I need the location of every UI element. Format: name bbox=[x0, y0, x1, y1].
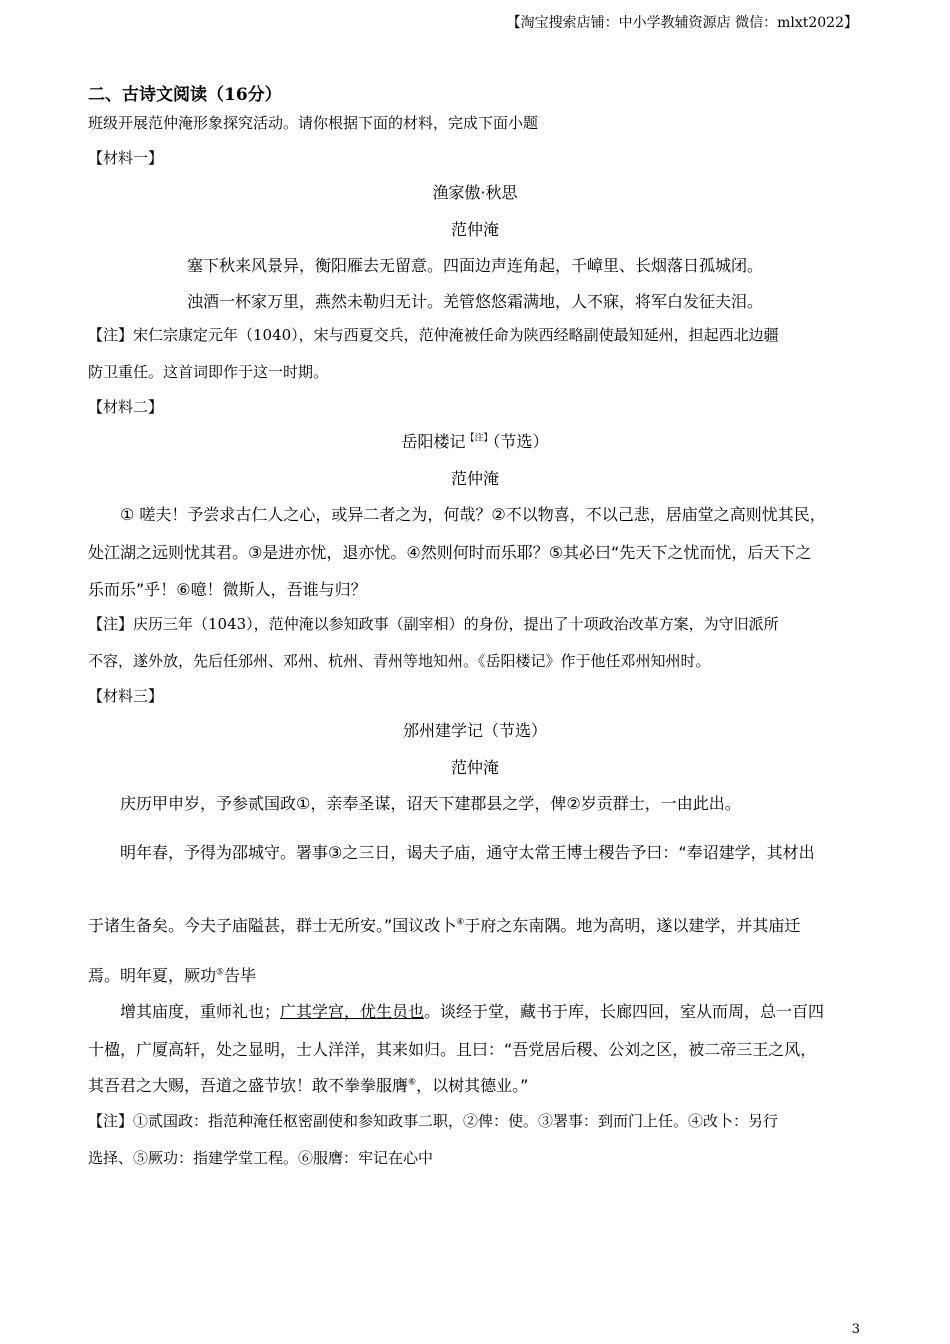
note-mark-4: ④ bbox=[456, 917, 465, 928]
material-2-title-note-mark: 【注】 bbox=[465, 433, 493, 444]
text-run: 于诸生备矣。今夫子庙隘甚，群士无所安。”国议改卜 bbox=[88, 916, 457, 935]
material-3-paragraph-2-line-3 bbox=[88, 963, 256, 986]
text-run: 增其庙度，重师礼也； bbox=[120, 1002, 281, 1021]
text-run: 。谈经于堂，藏书于库，长廊四回，室从而周，总一百四 bbox=[424, 1002, 825, 1021]
note-mark-6: ⑥ bbox=[408, 1077, 417, 1088]
section-title: 二、古诗文阅读（16分） bbox=[88, 85, 282, 105]
material-2-paragraph-line-2: 处江湖之远则忧其君。③是进亦忧，退亦忧。④然则何时而乐耶？⑤其必曰“先天下之忧而忧，后天下之 bbox=[88, 543, 812, 562]
material-3-paragraph-3-line-2: 十楹，广厦高轩，处之显明，士人洋洋，其来如归。且曰：“吾党居后稷、公刘之区，被二帝三王之风， bbox=[88, 1040, 817, 1059]
text-run: 焉。明年夏，厥功 bbox=[88, 966, 217, 985]
material-2-title-text: 岳阳楼记 bbox=[401, 432, 466, 451]
text-run: 于府之东南隅。地为高明，遂以建学，并其庙迁 bbox=[464, 916, 801, 935]
intro-text: 班级开展范仲淹形象探究活动。请你根据下面的材料，完成下面小题 bbox=[88, 114, 539, 132]
page-header: 【淘宝搜索店铺：中小学教辅资源店 微信：mlxt2022】 bbox=[506, 15, 858, 31]
material-3-paragraph-2-line-2 bbox=[88, 913, 800, 936]
page-number: 3 bbox=[851, 1322, 860, 1337]
material-3-note-line-1: 【注】①贰国政：指范种淹任枢密副使和参知政事二职，②俾：使。③署事：到而门上任。④改卜：另行 bbox=[88, 1112, 779, 1130]
text-run: ，以树其德业。” bbox=[416, 1076, 529, 1095]
text-run: 告毕 bbox=[224, 966, 257, 985]
poem-line-2: 浊酒一杯家万里，燕然未勒归无计。羌管悠悠霜满地，人不寐，将军白发征夫泪。 bbox=[186, 292, 763, 311]
material-2-title-suffix: （节选） bbox=[492, 432, 549, 451]
material-2-paragraph-line-3: 乐而乐”乎！⑥噫！微斯人，吾谁与归？ bbox=[88, 580, 367, 599]
material-2-paragraph-line-1: ① 嗟夫！予尝求古仁人之心，或异二者之为，何哉？②不以物喜，不以己悲，居庙堂之高则忧其民， bbox=[120, 505, 826, 524]
material-3-label: 【材料三】 bbox=[88, 687, 164, 705]
material-2-title bbox=[0, 429, 950, 452]
material-3-paragraph-2-line-1: 明年春，予得为邵城守。署事③之三日，谒夫子庙，通守太常王博士稷告予曰：“奉诏建学，其材出 bbox=[120, 843, 815, 862]
material-3-paragraph-1: 庆历甲申岁，予参贰国政①，亲奉圣谋，诏天下建郡县之学，俾②岁贡群士，一由此出。 bbox=[120, 794, 741, 813]
material-1-note-line-1: 【注】宋仁宗康定元年（1040），宋与西夏交兵，范仲淹被任命为陕西经略副使最知延州，担起西北边疆 bbox=[88, 326, 779, 344]
material-1-author: 范仲淹 bbox=[450, 220, 499, 239]
material-3-paragraph-3-line-1 bbox=[120, 999, 824, 1022]
material-1-note-line-2: 防卫重任。这首词即作于这一时期。 bbox=[88, 363, 329, 381]
note-mark-5: ⑤ bbox=[216, 967, 225, 978]
material-3-note-line-2: 选择、⑤厥功：指建学堂工程。⑥服膺：牢记在心中 bbox=[88, 1149, 434, 1167]
material-1-label: 【材料一】 bbox=[88, 149, 164, 167]
poem-line-1: 塞下秋来风景异，衡阳雁去无留意。四面边声连角起，千嶂里、长烟落日孤城闭。 bbox=[186, 256, 763, 275]
material-2-label: 【材料二】 bbox=[88, 398, 164, 416]
text-run: 其吾君之大赐，吾道之盛节欤！敢不拳拳服膺 bbox=[88, 1076, 409, 1095]
material-3-title: 邠州建学记（节选） bbox=[402, 721, 547, 740]
material-2-note-line-1: 【注】庆历三年（1043），范仲淹以参知政事（副宰相）的身份，提出了十项政治改革方案，为守旧派所 bbox=[88, 615, 779, 633]
material-1-title: 渔家傲·秋思 bbox=[432, 183, 518, 202]
underlined-sentence: 广其学宫，优生员也 bbox=[280, 1002, 425, 1021]
material-2-author: 范仲淹 bbox=[450, 469, 499, 488]
material-3-paragraph-3-line-3 bbox=[88, 1073, 528, 1096]
material-3-author: 范仲淹 bbox=[450, 758, 499, 777]
material-2-note-line-2: 不容，遂外放，先后任邠州、邓州、杭州、青州等地知州。《岳阳楼记》作于他任邓州知州时。 bbox=[88, 652, 711, 670]
